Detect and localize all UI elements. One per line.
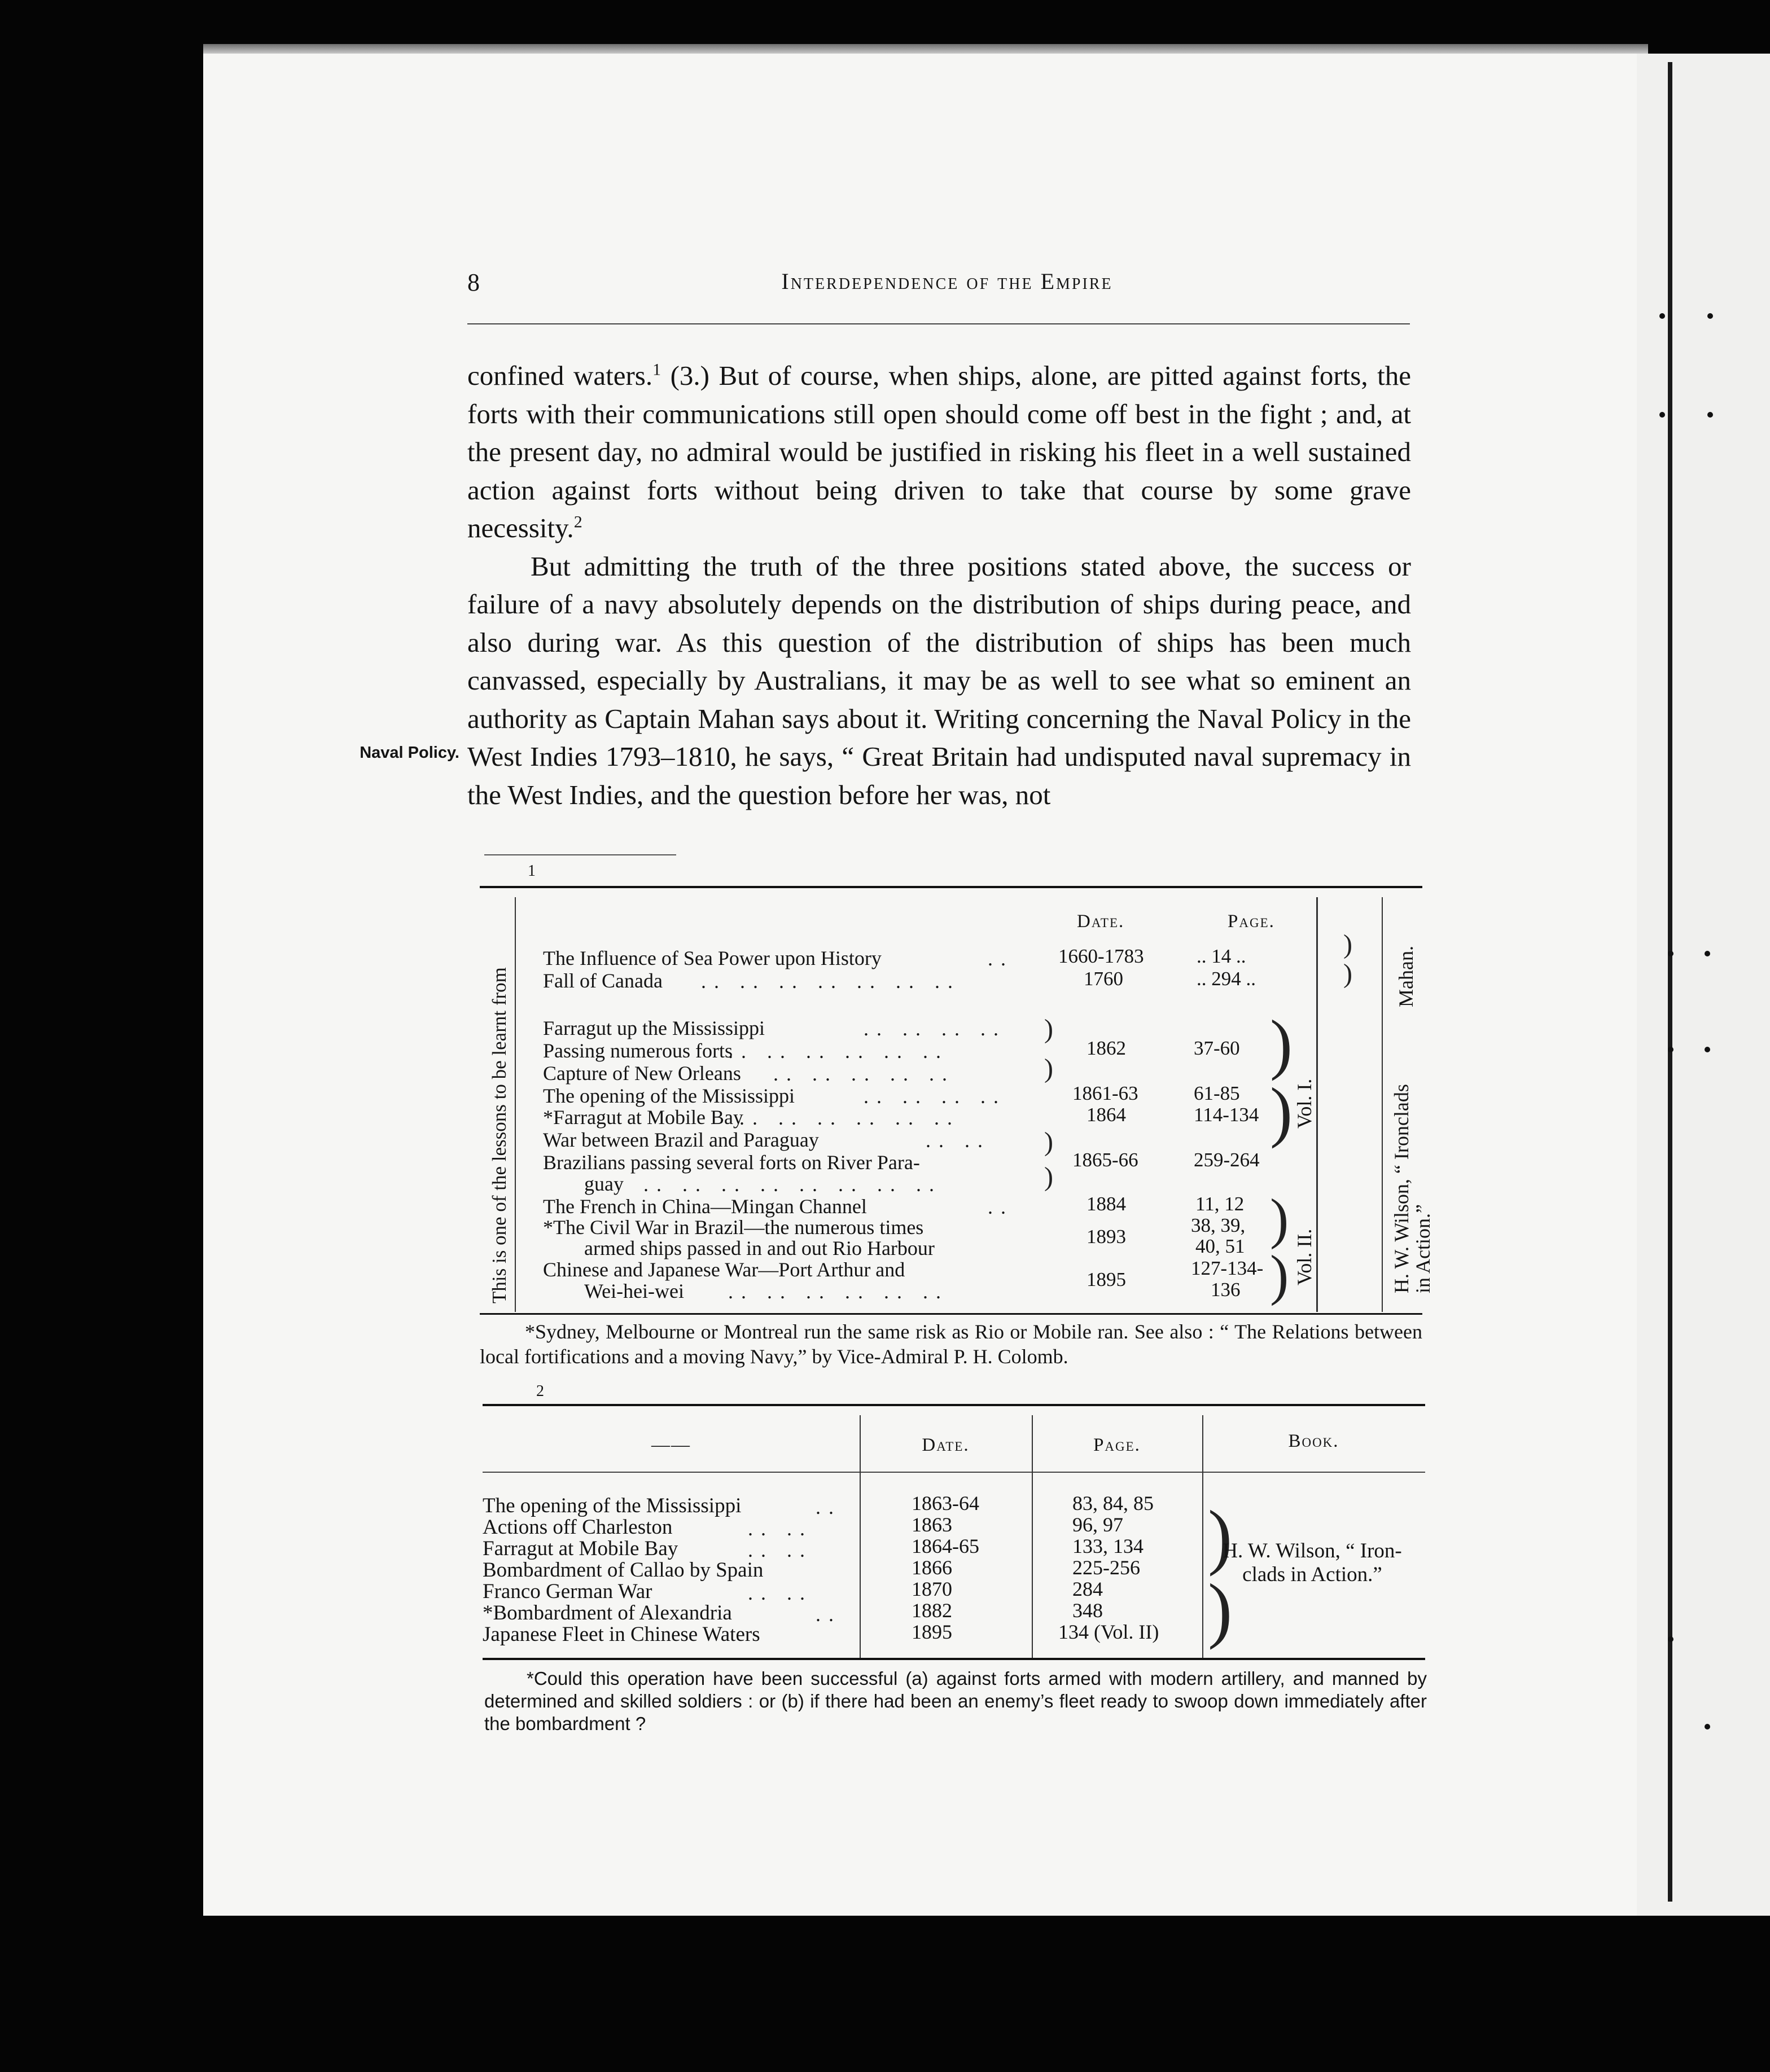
footnote-1-mark: 1: [528, 862, 536, 880]
row-title: Chinese and Japanese War—Port Arthur and: [543, 1258, 905, 1281]
row-title: guay: [584, 1173, 624, 1195]
row-title: Capture of New Orleans: [543, 1062, 741, 1085]
author-wilson-line2: in Action.”: [1412, 1204, 1434, 1293]
row-page: 127-134-: [1191, 1257, 1264, 1279]
row-date: 1863: [912, 1513, 952, 1536]
row-title: The opening of the Mississippi: [543, 1085, 795, 1107]
row-page: 136: [1211, 1279, 1241, 1301]
table-row: [543, 1258, 1457, 1281]
leader-dots: .. ..: [748, 1539, 813, 1561]
row-date: 1893: [1086, 1226, 1126, 1248]
footnote-ref-2: 2: [573, 512, 582, 532]
leader-dots: .. ..: [748, 1517, 813, 1540]
page-header: [467, 268, 1427, 302]
brace: ): [1270, 1187, 1289, 1250]
row-date: 1884: [1086, 1193, 1126, 1215]
footnote-2-note: [484, 1667, 1427, 1735]
table-row: [584, 1280, 1499, 1302]
brace: ): [1208, 1496, 1233, 1577]
row-page: 225-256: [1072, 1556, 1140, 1579]
footnote-2-table: [483, 1404, 1425, 1663]
row-title: The French in China—Mingan Channel: [543, 1195, 867, 1218]
leader-dots: .. .. .. ..: [864, 1017, 1006, 1040]
row-page: 38, 39,: [1191, 1214, 1246, 1236]
footnote-2-mark: 2: [536, 1382, 544, 1400]
volume-label-1: Vol. I.: [1293, 1078, 1316, 1129]
table-bottom-rule: [483, 1658, 1425, 1660]
row-title: Franco German War: [483, 1580, 652, 1603]
column-header-page: Page.: [1093, 1435, 1141, 1455]
row-date: 1760: [1084, 968, 1123, 990]
row-title: Passing numerous forts: [543, 1039, 733, 1062]
leader-dots: ..: [988, 947, 1014, 970]
column-header-date: Date.: [922, 1435, 970, 1455]
row-page: 11, 12: [1195, 1193, 1245, 1215]
brace: ): [1208, 1569, 1233, 1650]
brace: ): [1044, 1127, 1053, 1157]
row-page: 96, 97: [1072, 1513, 1123, 1536]
leader-dots: .. .. .. .. .. ..: [728, 1280, 949, 1303]
scan-dot: [1668, 1636, 1673, 1642]
book-reference: H. W. Wilson, “ Iron-clads in Action.”: [1223, 1539, 1402, 1586]
leader-dots: .. .. .. .. .. .. ..: [701, 970, 961, 993]
brace: ): [1343, 959, 1352, 989]
row-title: War between Brazil and Paraguay: [543, 1129, 819, 1151]
row-page: 61-85: [1194, 1082, 1240, 1104]
row-title: Japanese Fleet in Chinese Waters: [483, 1623, 760, 1646]
table-row: [543, 969, 1457, 992]
facing-page-edge: [1637, 54, 1770, 1916]
row-title: Wei-hei-wei: [584, 1280, 685, 1302]
row-date: 1895: [1086, 1268, 1126, 1290]
leader-dots: .. ..: [926, 1129, 991, 1152]
row-page: 37-60: [1194, 1037, 1240, 1059]
row-title: *Bombardment of Alexandria: [483, 1601, 732, 1625]
table-top-rule: [483, 1404, 1425, 1406]
header-rule: [467, 323, 1410, 324]
leader-dots: ..: [988, 1196, 1014, 1218]
row-page: .. 14 ..: [1197, 945, 1246, 967]
leader-dots: .. .. .. .. .. ..: [728, 1040, 949, 1063]
row-page: 114-134: [1194, 1104, 1259, 1126]
brace: ): [1270, 1006, 1293, 1081]
footnote-2-note-text: *Could this operation have been successful (a) against forts armed with modern artillery, and manned by determined and skilled soldiers : or (b) if there had been an enemy’s fleet ready to swoop down immediately after the bombardment ?: [484, 1668, 1427, 1734]
paragraph-1-start: confined waters.: [467, 360, 653, 391]
row-page: 134 (Vol. II): [1058, 1621, 1159, 1643]
scan-dot: [1705, 1724, 1710, 1729]
scan-dot: [1707, 412, 1713, 418]
table-row: [543, 1216, 1457, 1239]
row-title: *The Civil War in Brazil—the numerous times: [543, 1216, 924, 1239]
table-row: [543, 1106, 1457, 1129]
row-date: 1864: [1086, 1104, 1126, 1126]
table-row: [483, 1581, 652, 1603]
scan-dot: [1707, 313, 1713, 319]
table-row: [483, 1538, 678, 1560]
brace: ): [1270, 1244, 1289, 1306]
row-title: armed ships passed in and out Rio Harbour: [584, 1237, 935, 1259]
leader-dots: .. .. .. ..: [864, 1085, 1006, 1108]
row-title: Actions off Charleston: [483, 1516, 673, 1539]
row-title: The opening of the Mississippi: [483, 1494, 742, 1517]
footnote-rule: [484, 854, 676, 855]
table-row: [483, 1603, 732, 1624]
row-date: 1870: [912, 1578, 952, 1600]
author-wilson-line1: H. W. Wilson, “ Ironclads: [1390, 1084, 1413, 1293]
table-row: [483, 1624, 760, 1645]
column-header-book: Book.: [1288, 1431, 1339, 1451]
brace: ): [1270, 1074, 1293, 1149]
column-header-date: Date.: [1077, 911, 1125, 932]
leader-dots: .. ..: [748, 1582, 813, 1604]
table-row: [543, 1151, 1457, 1174]
scan-dot: [1668, 1047, 1673, 1052]
scan-dot: [1659, 412, 1665, 418]
row-date: 1660-1783: [1058, 945, 1144, 967]
running-title: Interdependence of the Empire: [781, 269, 1113, 294]
scan-dot: [1668, 951, 1673, 956]
paragraph-1-rest: (3.) But of course, when ships, alone, are pitted against forts, the forts with their communications still open should come off best in the fight ; and, at the present day, no admiral would be justified in risking his fleet in a well sustained action against forts without being driven to take that course by some grave necessity.: [467, 360, 1411, 543]
header-rule: [483, 1472, 1425, 1473]
column-rule: [515, 897, 516, 1312]
row-page: 284: [1072, 1578, 1103, 1600]
footnote-1-table: [480, 886, 1434, 1315]
row-title: The Influence of Sea Power upon History: [543, 947, 882, 969]
paragraph-1: [467, 357, 1411, 547]
table-row: [483, 1495, 741, 1517]
table-row: [483, 1517, 672, 1538]
leader-dots: ..: [816, 1496, 842, 1518]
row-title: Fall of Canada: [543, 969, 663, 992]
row-page: 40, 51: [1195, 1235, 1245, 1257]
row-date: 1882: [912, 1599, 952, 1622]
row-date: 1862: [1086, 1037, 1126, 1059]
row-date: 1865-66: [1072, 1149, 1138, 1171]
page-number: 8: [467, 269, 480, 296]
row-title: Brazilians passing several forts on River Para-: [543, 1151, 920, 1174]
row-page: 83, 84, 85: [1072, 1492, 1154, 1515]
column-header-blank: ——: [651, 1435, 691, 1455]
footnote-1-note-text: *Sydney, Melbourne or Montreal run the same risk as Rio or Mobile ran. See also : “ The Relations between local fortifications and a moving Navy,” by Vice-Admiral P. H. Colomb.: [480, 1320, 1422, 1368]
footnote-1-note: [480, 1319, 1422, 1369]
body-text: [467, 357, 1411, 814]
row-page: .. 294 ..: [1197, 968, 1256, 990]
row-title: Farragut at Mobile Bay: [483, 1537, 678, 1560]
side-label: This is one of the lessons to be learnt from: [488, 967, 510, 1303]
paragraph-2: But admitting the truth of the three positions stated above, the success or failure of a navy absolutely depends on the distribution of ships during peace, and also during war. As this question of the distribution of ships has been much canvassed, especially by Australians, it may be as well to see what so eminent an authority as Captain Mahan says about it. Writing concerning the Naval Policy in the West Indies 1793–1810, he says, “ Great Britain had undisputed naval supremacy in the West Indies, and the question before her was, not: [467, 550, 1411, 810]
gutter-rule: [1668, 62, 1672, 1902]
row-title: Bombardment of Callao by Spain: [483, 1559, 764, 1582]
row-title: Farragut up the Mississippi: [543, 1017, 765, 1039]
row-page: 348: [1072, 1599, 1103, 1622]
leader-dots: .. .. .. .. .. .. .. ..: [643, 1173, 942, 1196]
table-bottom-rule: [480, 1313, 1422, 1315]
row-title: *Farragut at Mobile Bay: [543, 1106, 743, 1129]
table-row: [483, 1560, 763, 1581]
row-date: 1866: [912, 1556, 952, 1579]
column-header-page: Page.: [1228, 911, 1275, 932]
leader-dots: .. .. .. .. ..: [773, 1063, 955, 1085]
table-top-rule: [480, 886, 1422, 888]
brace: ): [1044, 1014, 1053, 1044]
row-date: 1895: [912, 1621, 952, 1643]
leader-dots: .. .. .. .. .. ..: [739, 1107, 960, 1129]
row-date: 1863-64: [912, 1492, 979, 1515]
table-row: [543, 1039, 1457, 1062]
scan-dot: [1705, 951, 1710, 956]
author-mahan: Mahan.: [1395, 946, 1417, 1007]
brace: ): [1343, 929, 1352, 959]
table-row: [543, 1062, 1457, 1085]
table-row: [543, 1129, 1457, 1151]
brace: ): [1044, 1162, 1053, 1192]
leader-dots: ..: [816, 1603, 842, 1626]
row-date: 1864-65: [912, 1535, 979, 1557]
margin-note: Naval Policy.: [360, 744, 459, 762]
footnote-ref-1: 1: [652, 360, 661, 379]
scan-dot: [1659, 313, 1665, 319]
row-page: 259-264: [1194, 1149, 1260, 1171]
row-page: 133, 134: [1072, 1535, 1144, 1557]
brace: ): [1044, 1053, 1053, 1083]
table-row: [584, 1237, 1499, 1259]
volume-label-2: Vol. II.: [1293, 1228, 1316, 1285]
row-date: 1861-63: [1072, 1082, 1138, 1104]
scan-dot: [1705, 1047, 1710, 1052]
